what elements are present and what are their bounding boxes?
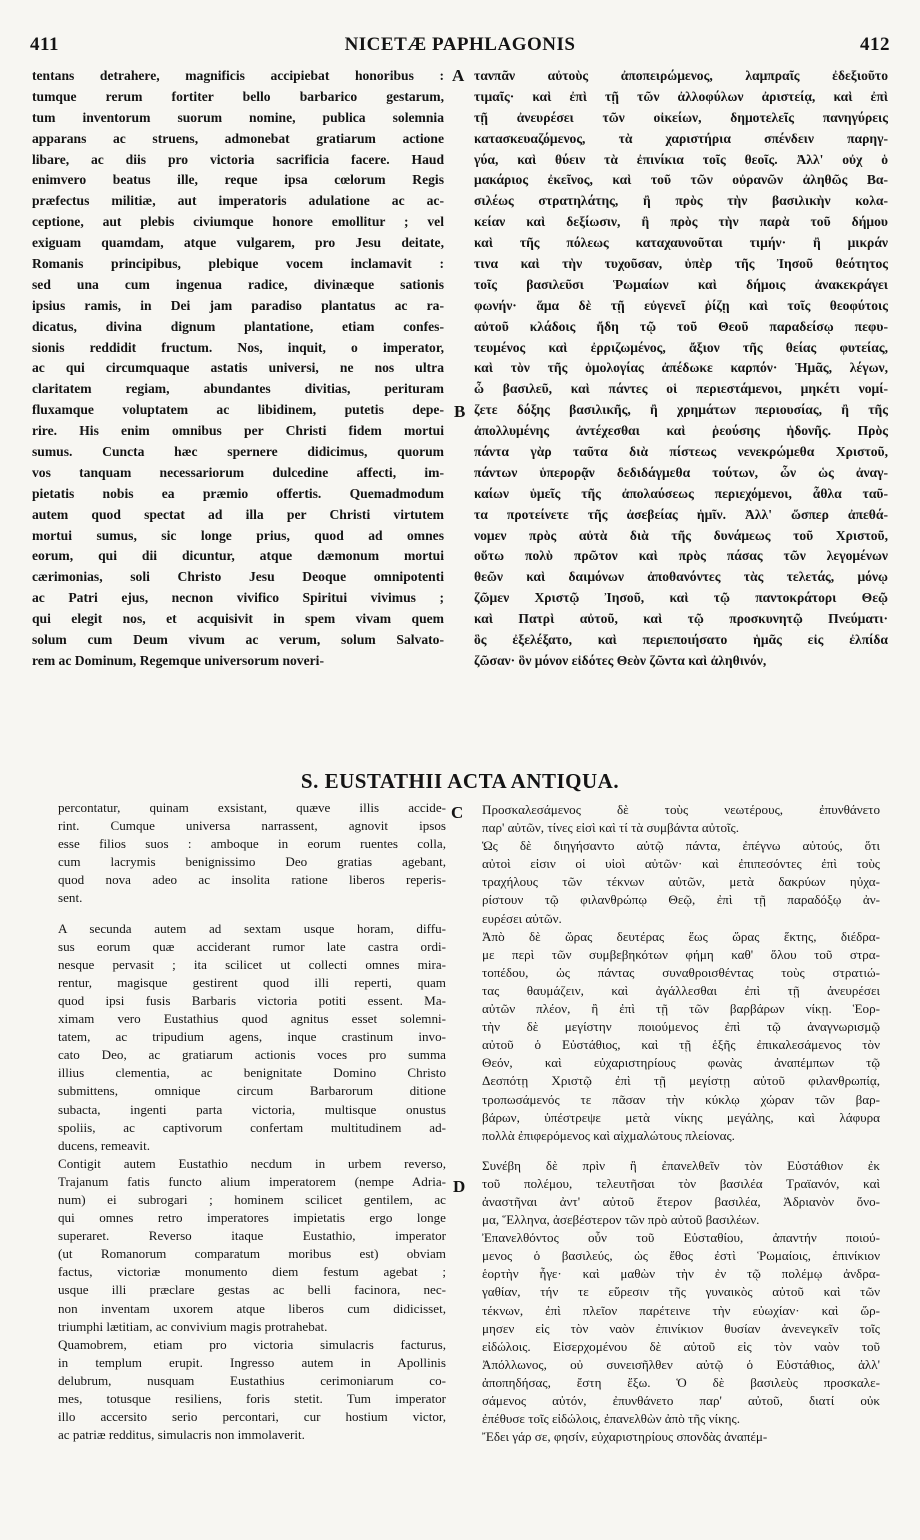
text-line: superaret. Reverso itaque Eustathio, imperator <box>58 1228 446 1244</box>
text-line: sent. <box>58 890 83 906</box>
text-line: non inventam uxorem atque liberos cum didicisset, <box>58 1300 446 1316</box>
text-line: τευμένος καὶ ἐρριζωμένος, ἄξιον τῆς θείας φυτείας, <box>474 339 888 355</box>
text-line: με περὶ τῶν συμβεβηκότων φήμη καθ' ὅλου τοῦ στρα- <box>482 946 880 962</box>
text-line: usque illi præclare gestas ac belli facinora, nec- <box>58 1282 446 1298</box>
text-line: τραχήλους τῶν τέκνων αὐτῶν, μετὰ δακρύων ηὐχα- <box>482 874 880 890</box>
text-line: apparans ac struens, admonebat gratiarum actione <box>32 130 444 146</box>
text-line: τροπωσάμενός τε πᾶσαν τὴν κύκλῳ χώραν τῶν βαρ- <box>482 1091 880 1107</box>
text-line: σάμενος αὐτόν, ἐπυνθάνετο παρ' αὐτοῦ, διατί οὐκ <box>482 1393 880 1408</box>
text-line: quod ipsi fusis Barbaris victoria potiti essent. Ma- <box>58 992 446 1008</box>
text-line: cato Deo, ac gratiarum actionis voces pro summa <box>58 1047 446 1063</box>
text-line: Ὡς δὲ διηγήσαντο αὐτῷ πάντα, ἐπέγνω αὐτούς, ὅτι <box>482 838 880 854</box>
text-line: ac Patri ejus, necnon vivifico Spiritui vivimus ; <box>32 590 444 606</box>
text-line: spoliis, ac captivorum confertam multitudinem ad- <box>58 1119 446 1135</box>
text-line: enimvero beatus ille, reque ipsa cœlorum Regis <box>32 172 444 188</box>
section-marker-c: C <box>451 803 464 822</box>
text-line: rint. Cumque universa narrassent, agnovit ipsos <box>58 818 446 834</box>
text-line: qui omnes retro imperatores impietatis ergo longe <box>58 1210 446 1226</box>
text-line: αὐτοὶ εἰσιν οἱ υἱοὶ αὐτῶν· καὶ ἐπιπεσόντες ἐπὶ τοὺς <box>482 856 880 872</box>
text-line: ὃς ἐξελέξατο, καὶ περιεποιήσατο ἡμᾶς εἰς ἐλπίδα <box>474 632 888 648</box>
text-line: Προσκαλεσάμενος δὲ τοὺς νεωτέρους, ἐπυνθάνετο <box>482 802 880 817</box>
text-line: claritatem regiam, abundantes divitias, perituram <box>32 381 444 397</box>
text-line: subacta, ingenti parta victoria, multisque onustus <box>58 1101 446 1117</box>
text-line: τα προτείνετε τῆς ἀσεβείας ἡμῖν. Ἀλλ' ὥσπερ ἀπεθά- <box>474 506 888 522</box>
text-line: ἑορτὴν ἦγε· καὶ μαθὼν τὴν ἐν τῷ πολέμῳ ἀνδρα- <box>482 1266 880 1282</box>
text-line: delubrum, nusquam Eustathius cerimoniarum co- <box>58 1372 446 1388</box>
text-line: τας θαυμάζειν, καὶ ἀγάλλεσθαι ἐπὶ τῇ ἀνευρέσει <box>482 982 880 998</box>
text-line: κείαν καὶ δεξίωσιν, ἢ πρὸς τὴν παρὰ τοῦ δήμου <box>474 214 888 230</box>
text-line: γύα, καὶ θύειν τὰ ἐπινίκια τοῖς θεοῖς. Ἀλλ' οὐχ ὁ <box>474 151 888 167</box>
text-line: τοῖς βασιλεῦσι Ῥωμαίων καὶ δήμοις ἀνακεκράγει <box>474 276 888 292</box>
text-line: τοπέδου, ὡς πάντας συναθροισθέντας τοὺς στρατιώ- <box>482 964 880 980</box>
text-line: καὶ Πατρὶ αὐτοῦ, καὶ τῷ προσκυνητῷ Πνεύματι· <box>474 611 888 627</box>
text-line: Δεσπότῃ Χριστῷ ἐπὶ τῇ μεγίστῃ αὐτοῦ φιλανθρωπίᾳ, <box>482 1073 880 1089</box>
text-line: mes, totusque resiliens, foris stetit. Tum imperator <box>58 1391 446 1406</box>
text-line: dicatus, divina dignum plantatione, etiam confes- <box>32 318 444 334</box>
text-line: Ἐπανελθόντος οὖν τοῦ Εὐσταθίου, ἀπαντήν ποιού- <box>482 1230 880 1246</box>
text-line: ac qui circumquaque astatis universi, ne nos ultra <box>32 360 444 376</box>
text-line: mortui sumus, sic longe prius, quod ad omnes <box>32 527 444 543</box>
text-line: solum cum Deum vivum ac verum, solum Salvato- <box>32 632 444 648</box>
latin-column-top <box>32 66 444 672</box>
text-line: ευρέσει αὐτῶν. <box>482 910 562 926</box>
text-line: in templum erupit. Ingresso autem in Apollinis <box>58 1354 446 1370</box>
text-line: τὴν δὲ μεγίστην ποιούμενος ἐπὶ τῷ ἀναγνωρισμῷ <box>482 1019 880 1035</box>
text-line: eorum, qui dii dicuntur, atque dæmonum mortui <box>32 548 444 564</box>
paragraph-gap <box>58 908 446 920</box>
text-line: καὶ τῆς πόλεως καταχαυνοῦται τιμήν· ἢ μικράν <box>474 235 888 251</box>
greek-column-bottom <box>482 801 880 1446</box>
text-line: rem ac Dominum, Regemque universorum noveri- <box>32 652 324 668</box>
text-line: Romanis principibus, plebique vocem inclamavit : <box>32 256 444 272</box>
text-line: nesque pervasit ; ita scilicet ut collecti omnes mira- <box>58 956 446 972</box>
text-line: qui elegit nos, et acquisivit in spem vivam quem <box>32 611 444 627</box>
text-line: ceptione, aut plebis civiumque honore emollitur ; vel <box>32 214 444 230</box>
text-line: Ἀπὸ δὲ ὥρας δευτέρας ἕως ὥρας ἕκτης, διέδρα- <box>482 928 880 944</box>
text-line: præfectus militiæ, aut imperatoris adulatione ac ac- <box>32 193 444 209</box>
text-line: fluxamque voluptatem ac libidinem, putetis depe- <box>32 402 444 418</box>
text-line: triumphi lætitiam, ac convivium magis protrahebat. <box>58 1318 328 1334</box>
text-line: ζῶσαν· ὃν μόνον εἰδότες Θεὸν ζῶντα καὶ ἀληθινόν, <box>474 652 767 668</box>
section-marker-a: A <box>452 66 465 85</box>
text-line: Ἔδει γάρ σε, φησίν, εὐχαριστηρίους σπονδὰς ἀναπέμ- <box>482 1429 768 1445</box>
text-line: quod nova adeo ac insolita ratione liberos reperis- <box>58 872 446 888</box>
text-line: tatem, ac tripudium agens, inque crastinum invo- <box>58 1029 446 1045</box>
text-line: percontatur, quinam exsistant, quæve illis accide- <box>58 800 446 815</box>
text-line: μενος ὁ βασιλεύς, ὡς ἔθος ἐστὶ Ῥωμαίοις, ἐπινίκιον <box>482 1248 880 1264</box>
text-line: τῇ ἀνευρέσει τῶν οἰκείων, δημοτελεῖς πανηγύρεις <box>474 109 888 125</box>
text-line: πολλὰ ἐπιφερόμενος καὶ αἰχμαλώτους πλείονας. <box>482 1127 735 1143</box>
text-line: vos tanquam necessariorum dulcedine affecti, im- <box>32 464 444 480</box>
text-line: sumus. Cuncta hæc spernere didicimus, quorum <box>32 444 444 460</box>
text-line: αὐτῶν πλέον, ἢ ἐπὶ τῇ τῶν βαρβάρων νίκῃ. Ἑορ- <box>482 1001 880 1017</box>
text-line: τέκνων, ἐπὶ πλεῖον παρέτεινε τὴν εὐωχίαν· καὶ ὥρ- <box>482 1302 880 1318</box>
text-line: τινα καὶ τὴν τυχοῦσαν, ὑπὲρ τῆς Ἰησοῦ θεότητος <box>474 256 888 272</box>
text-line: ipsius ramis, in Dei jam paradiso plantatus ac ra- <box>32 297 444 313</box>
text-line: ἀναστῆναι ἀντ' αὐτοῦ ἕτερον βασιλέα, Ἀδριανὸν ὄνο- <box>482 1193 880 1209</box>
right-page-number: 412 <box>860 34 890 55</box>
text-line: κατασκευαζόμενος, τὰ χαριστήρια σπένδειν παρηγ- <box>474 130 888 146</box>
text-line: autem quod spectat ad illa per Christi virtutem <box>32 506 444 522</box>
text-line: ac patriæ redditus, simulacris non immolaverit. <box>58 1427 305 1443</box>
text-line: μακάριος ἐκεῖνος, καὶ τοῦ τῶν οὐρανῶν ἀληθῶς Βα- <box>474 172 888 188</box>
text-line: πάντων ὑπερορᾷν δεδιδάγμεθα τούτων, ὧν ὡς ἀναγ- <box>474 464 888 480</box>
text-line: libare, ac diis pro victoria sacrificia facere. Haud <box>32 151 444 167</box>
text-line: γαθίαν, τήν τε εὕρεσιν τῆς γυναικὸς αὐτοῦ καὶ τῶν <box>482 1284 880 1300</box>
text-line: Συνέβη δὲ πρὶν ἢ ἐπανελθεῖν τὸν Εὐστάθιον ἐκ <box>482 1157 880 1173</box>
text-line: exiguam quamdam, atque vulgarem, pro Jesu deitate, <box>32 235 444 251</box>
text-line: tum inventorum suorum nomine, publica solemnia <box>32 109 444 125</box>
text-line: sionis reddidit fructum. Nos, inquit, o imperator, <box>32 339 444 355</box>
section-marker-b: B <box>454 402 466 421</box>
text-line: Contigit autem Eustathio necdum in urbem reverso, <box>58 1155 446 1171</box>
text-line: εἰδώλοις. Εἰσερχομένου δὲ αὐτοῦ εἰς τὸν ναὸν τοῦ <box>482 1338 880 1354</box>
text-line: cærimonias, soli Christo Jesu Deoque omnipotenti <box>32 569 444 585</box>
greek-column-top <box>474 66 888 672</box>
text-line: ἀπολλυμένης ἀντέχεσθαι καὶ ῥεούσης ἡδονῆς. Πρὸς <box>474 423 888 439</box>
text-line: ἀποπηδήσας, ἔστη ἔξω. Ὁ δὲ βασιλεὺς προσκαλε- <box>482 1374 880 1390</box>
section-marker-d: D <box>453 1177 466 1196</box>
text-line: Θεόν, καὶ εὐχαριστηρίους φωνὰς ἀναπέμπων τῷ <box>482 1055 880 1071</box>
text-line: θεῶν καὶ δαιμόνων ἀποθανόντες τὰς τελετάς, μόνῳ <box>474 569 888 585</box>
text-line: βάρων, ὑπέστρεψε μετὰ νίκης μεγάλης, καὶ λάφυρα <box>482 1109 880 1125</box>
text-line: illius clementia, ac benignitate Domino Christo <box>58 1065 446 1081</box>
text-line: σιλέως στρατηλάτης, ἢ πρὸς τὴν βασιλικὴν κολα- <box>474 193 888 209</box>
running-title: NICETÆ PAPHLAGONIS <box>344 34 576 55</box>
text-line: τιμαῖς· καὶ ἐπὶ τῇ τῶν ἀλλοφύλων ἀριστείᾳ, καὶ ἐπὶ <box>474 88 888 104</box>
text-line: οὕτω πολὺ πρῶτον καὶ πρὸς πάσας τῶν λεγομένων <box>474 548 888 564</box>
text-line: (ut Romanorum comparatum moribus est) obviam <box>58 1246 446 1262</box>
text-line: ρίστουν τῷ φιλανθρώπῳ Θεῷ, ἐπὶ τῇ παραδόξῳ ἀν- <box>482 892 880 908</box>
text-line: esse filios suos : amboque in eorum ruentes colla, <box>58 836 446 852</box>
text-line: pietatis nobis ea præmio offertis. Quemadmodum <box>32 485 444 501</box>
text-line: rire. His enim omnibus per Christi fidem mortui <box>32 423 444 439</box>
left-page-number: 411 <box>30 34 59 55</box>
section-title: S. EUSTATHII ACTA ANTIQUA. <box>300 769 620 793</box>
text-line: μα, Ἕλληνα, ἀσεβέστερον τῶν πρὸ αὐτοῦ βασιλέων. <box>482 1212 760 1228</box>
text-line: αὐτοῦ κλάδοις ἤδη τῷ τοῦ Θεοῦ παραδείσῳ πεφυ- <box>474 318 888 334</box>
text-line: sus eorum quæ acciderant rumor late castra ordi- <box>58 938 446 954</box>
text-line: παρ' αὐτῶν, τίνες εἰσὶ καὶ τί τὰ συμβάντα αὐτοῖς. <box>482 820 739 836</box>
text-line: ζῶμεν Χριστῷ Ἰησοῦ, καὶ τῷ παντοκράτορι Θεῷ <box>474 590 888 606</box>
text-line: πάντα γὰρ ταῦτα διὰ πίστεως νενεκρώμεθα Χριστοῦ, <box>474 444 888 460</box>
text-line: illo accersito serio percontari, cur hostium victor, <box>58 1409 446 1425</box>
paragraph-gap <box>482 1145 880 1157</box>
running-header <box>30 34 890 58</box>
text-line: καίων ὑμεῖς τῆς ἀπολαύσεως περιεχόμενοι, ἆθλα ταῦ- <box>474 485 888 501</box>
text-line: καὶ τὸν τῆς ὁμολογίας ἀπέδωκε καρπόν· Ἡμᾶς, λέγων, <box>474 360 888 376</box>
text-line: sed una cum ingenua radice, divinæque sationis <box>32 276 444 292</box>
text-line: num) ei subrogari ; hominem scilicet gentilem, ac <box>58 1191 446 1207</box>
text-line: ducens, remeavit. <box>58 1137 150 1153</box>
text-line: αὐτοῦ ὁ Εὐστάθιος, καὶ τῇ ἑξῆς ἐπικαλεσάμενος τὸν <box>482 1037 880 1053</box>
text-line: ὦ βασιλεῦ, καὶ πάντες οἱ περιεστάμενοι, μηκέτι νομί- <box>474 381 888 397</box>
text-line: rentur, magisque gestirent quod illi reperti, quam <box>58 974 446 990</box>
text-line: τανπᾶν αὐτοὺς ἀποπειρώμενος, λαμπραῖς ἐδεξιοῦτο <box>474 68 888 83</box>
text-line: ἐπέθυσε τοῖς εἰδώλοις, ἐπανελθὼν ἀπὸ τῆς νίκης. <box>482 1411 740 1427</box>
text-line: Ἀπόλλωνος, οὐ συνεισῆλθεν αὐτῷ ὁ Εὐστάθιος, ἀλλ' <box>482 1356 880 1372</box>
text-line: tumque rerum fortiter bello barbarico gestarum, <box>32 88 444 104</box>
text-line: ximam vero Eustathius quod agnitus esset solemni- <box>58 1011 446 1027</box>
text-line: Quamobrem, etiam pro victoria simulacris facturus, <box>58 1336 446 1352</box>
text-line: submittens, omnique circum Barbarorum ditione <box>58 1083 446 1099</box>
text-line: φωνήν· ἅμα δὲ τῇ εὐγενεῖ ῥίζῃ καὶ τοῖς θεοφύτοις <box>474 297 888 313</box>
text-line: tentans detrahere, magnificis accipiebat honoribus : <box>32 68 444 83</box>
text-line: μησεν εἰς τὸν ναὸν ἐπινίκιον θυσίαν ἀνενεγκεῖν τοῖς <box>482 1320 880 1336</box>
text-line: factus, victoriæ monumento diem festum agebat ; <box>58 1264 446 1280</box>
text-line: ζετε δόξης βασιλικῆς, ἢ χρημάτων περιουσίας, ἢ τῆς <box>474 402 888 418</box>
text-line: cum lacrymis benignissimo Deo gratias agebant, <box>58 854 446 870</box>
text-line: Trajanum fatis functo alium imperatorem (nempe Adria- <box>58 1173 446 1189</box>
text-line: νομεν πρὸς αὐτὰ διὰ τῆς δυνάμεως τοῦ Χριστοῦ, <box>474 527 888 543</box>
latin-column-bottom <box>58 799 446 1444</box>
text-line: τοῦ πολέμου, τελευτῆσαι τὸν βασιλέα Τραϊανόν, καὶ <box>482 1175 880 1191</box>
text-line: A secunda autem ad sextam usque horam, diffu- <box>58 920 446 936</box>
